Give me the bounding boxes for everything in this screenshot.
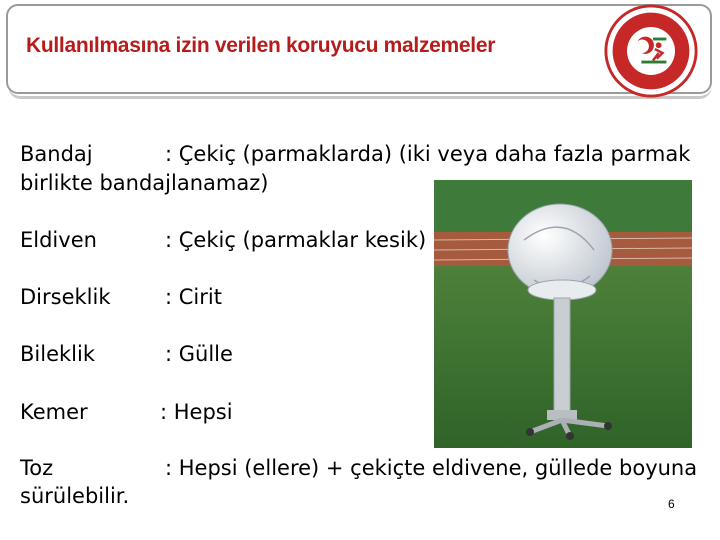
item-label: Eldiven xyxy=(20,228,97,252)
item-value-continuation: sürülebilir. xyxy=(20,484,130,508)
item-label: Bandaj xyxy=(20,142,93,166)
item-value: : Hepsi xyxy=(160,400,233,424)
federation-logo-icon xyxy=(603,3,699,99)
item-label: Kemer xyxy=(20,400,88,424)
page-number: 6 xyxy=(668,497,675,511)
hammer-cage-photo xyxy=(434,180,692,448)
item-label: Bileklik xyxy=(20,342,95,366)
item-value: : Gülle xyxy=(165,342,233,366)
item-label: Toz xyxy=(20,456,54,480)
item-value: : Cirit xyxy=(165,285,222,309)
item-value: : Çekiç (parmaklar kesik) xyxy=(165,228,427,252)
item-value: : Çekiç (parmaklarda) (iki veya daha fazla parmak xyxy=(165,142,691,166)
item-value: : Hepsi (ellere) + çekiçte eldivene, güllede boyuna xyxy=(165,456,698,480)
slide-title: Kullanılmasına izin verilen koruyucu malzemeler xyxy=(26,34,496,57)
item-label: Dirseklik xyxy=(20,285,111,309)
item-value-continuation: birlikte bandajlanamaz) xyxy=(20,171,269,195)
